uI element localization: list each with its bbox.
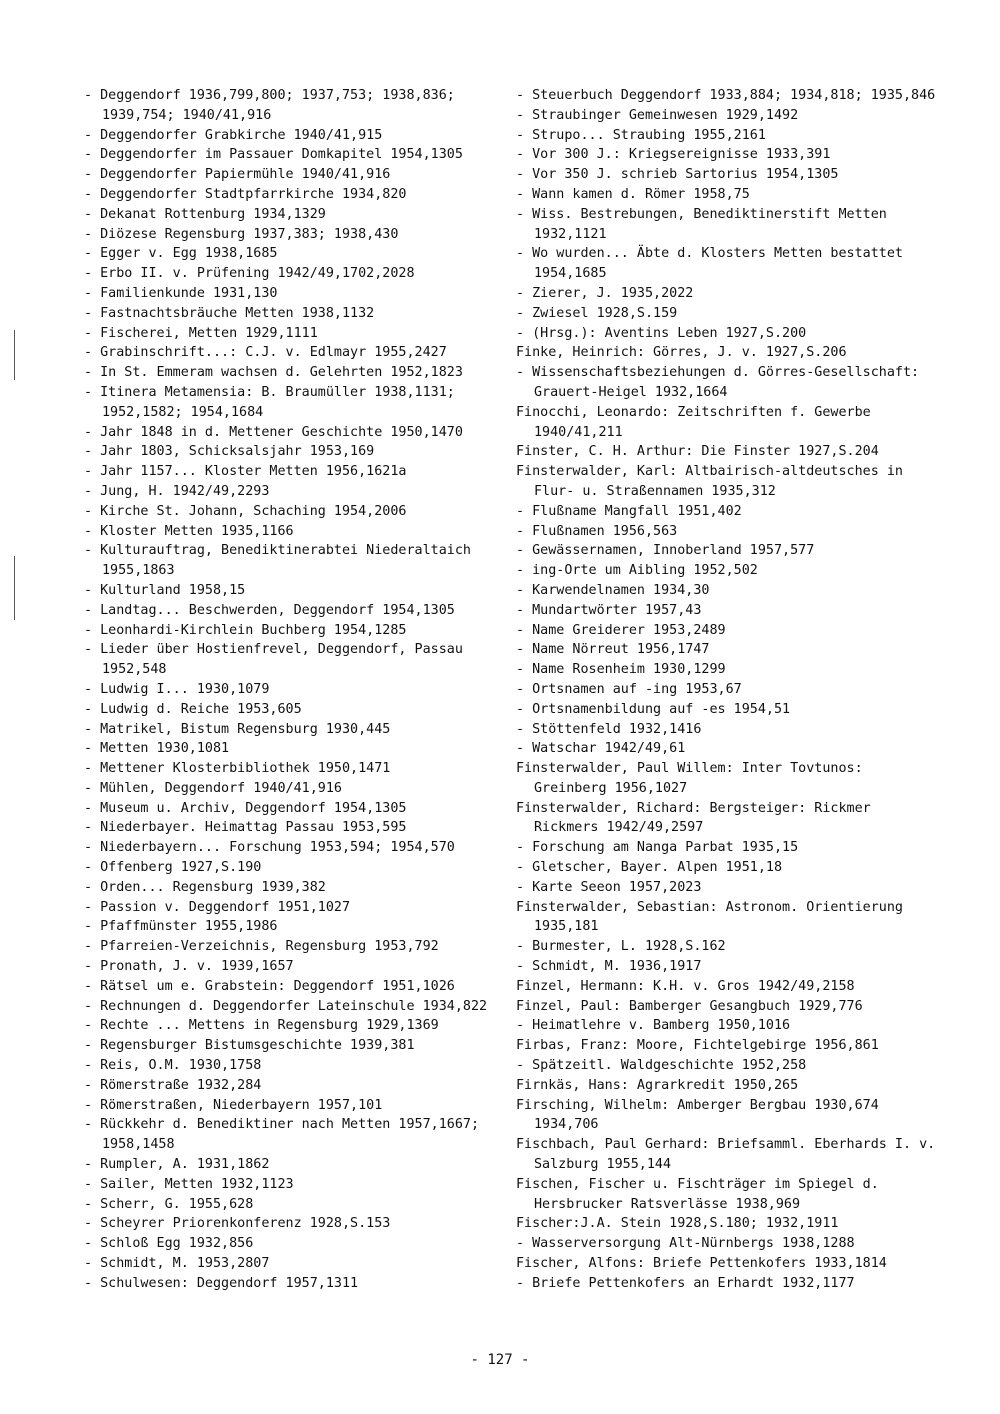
index-entry: - Karte Seeon 1957,2023 <box>516 879 702 895</box>
margin-line <box>14 556 15 620</box>
index-entry: - Vor 300 J.: Kriegsereignisse 1933,391 <box>516 147 831 163</box>
index-entry: - Ludwig I... 1930,1079 <box>84 681 270 697</box>
index-entry: - Mettener Klosterbibliothek 1950,1471 <box>84 761 391 777</box>
index-entry: - In St. Emmeram wachsen d. Gelehrten 1952,1823 <box>84 365 463 381</box>
index-entry: - Mundartwörter 1957,43 <box>516 602 702 618</box>
index-entry: - Forschung am Nanga Parbat 1935,15 <box>516 840 799 856</box>
index-entry: - Gewässernamen, Innoberland 1957,577 <box>516 543 815 559</box>
index-entry: - Heimatlehre v. Bamberg 1950,1016 <box>516 1018 791 1034</box>
index-entry: - Museum u. Archiv, Deggendorf 1954,1305 <box>84 800 407 816</box>
index-entry: - Pfaffmünster 1955,1986 <box>84 919 278 935</box>
page-number: - 127 - <box>470 1352 530 1368</box>
index-entry: - Burmester, L. 1928,S.162 <box>516 939 726 955</box>
index-entry: - Schulwesen: Deggendorf 1957,1311 <box>84 1275 359 1291</box>
index-entry: - Rückkehr d. Benediktiner nach Metten 1957,1667; 1958,1458 <box>84 1117 480 1153</box>
index-entry: - Kulturauftrag, Benediktinerabtei Niederaltaich 1955,1863 <box>84 543 471 579</box>
index-entry: - Rumpler, A. 1931,1862 <box>84 1157 270 1173</box>
index-entry: Firnkäs, Hans: Agrarkredit 1950,265 <box>516 1077 799 1093</box>
index-entry: - Fischerei, Metten 1929,1111 <box>84 325 318 341</box>
index-entry: - Gletscher, Bayer. Alpen 1951,18 <box>516 860 783 876</box>
index-entry: - Strupo... Straubing 1955,2161 <box>516 127 766 143</box>
index-entry: - Metten 1930,1081 <box>84 741 230 757</box>
left-column <box>84 86 502 1294</box>
index-entry: - Wissenschaftsbeziehungen d. Görres-Gesellschaft: Grauert-Heigel 1932,1664 <box>516 365 920 400</box>
index-entry: - Name Rosenheim 1930,1299 <box>516 662 726 678</box>
index-entry: - Scheyrer Priorenkonferenz 1928,S.153 <box>84 1216 391 1232</box>
index-entry: - Wann kamen d. Römer 1958,75 <box>516 186 750 202</box>
index-entry: - Jahr 1848 in d. Mettener Geschichte 1950,1470 <box>84 424 463 440</box>
index-entry: - Jahr 1157... Kloster Metten 1956,1621a <box>84 464 407 480</box>
index-entry: - Schloß Egg 1932,856 <box>84 1236 254 1252</box>
index-entry: - Römerstraßen, Niederbayern 1957,101 <box>84 1097 383 1113</box>
index-entry: - Erbo II. v. Prüfening 1942/49,1702,2028 <box>84 266 415 282</box>
index-entry: Finzel, Hermann: K.H. v. Gros 1942/49,2158 <box>516 978 855 994</box>
index-entry: - Ortsnamenbildung auf -es 1954,51 <box>516 701 791 717</box>
index-entry: - Matrikel, Bistum Regensburg 1930,445 <box>84 721 391 737</box>
index-entry: - Regensburger Bistumsgeschichte 1939,381 <box>84 1038 415 1054</box>
index-entry: - Sailer, Metten 1932,1123 <box>84 1176 294 1192</box>
index-entry: - Name Nörreut 1956,1747 <box>516 642 710 658</box>
index-entry: - Wiss. Bestrebungen, Benediktinerstift Metten 1932,1121 <box>516 206 887 242</box>
index-entry: Fischbach, Paul Gerhard: Briefsamml. Eberhards I. v. Salzburg 1955,144 <box>516 1137 936 1173</box>
index-entry: - Landtag... Beschwerden, Deggendorf 1954,1305 <box>84 602 455 618</box>
index-entry: - Deggendorfer im Passauer Domkapitel 1954,1305 <box>84 147 463 163</box>
index-entry: - Reis, O.M. 1930,1758 <box>84 1058 262 1074</box>
index-entry: - Deggendorf 1936,799,800; 1937,753; 1938,836; 1939,754; 1940/41,916 <box>84 88 455 123</box>
index-entry: - Orden... Regensburg 1939,382 <box>84 879 326 895</box>
index-entry: Finocchi, Leonardo: Zeitschriften f. Gewerbe 1940/41,211 <box>516 404 871 440</box>
index-entry: - Rechnungen d. Deggendorfer Lateinschule 1934,822 <box>84 998 488 1014</box>
index-entry: - Grabinschrift...: C.J. v. Edlmayr 1955,2427 <box>84 345 447 361</box>
index-entry: Fischen, Fischer u. Fischträger im Spiegel d. Hersbrucker Ratsverlässe 1938,969 <box>516 1176 879 1212</box>
index-entry: - Passion v. Deggendorf 1951,1027 <box>84 899 351 915</box>
index-entry: - Jung, H. 1942/49,2293 <box>84 483 270 499</box>
index-entry: - Kirche St. Johann, Schaching 1954,2006 <box>84 503 407 519</box>
index-entry: - Niederbayer. Heimattag Passau 1953,595 <box>84 820 407 836</box>
index-entry: Firbas, Franz: Moore, Fichtelgebirge 1956,861 <box>516 1038 879 1054</box>
index-entry: Finster, C. H. Arthur: Die Finster 1927,S.204 <box>516 444 879 460</box>
index-entry: Fischer:J.A. Stein 1928,S.180; 1932,1911 <box>516 1216 839 1232</box>
index-entry: - Egger v. Egg 1938,1685 <box>84 246 278 262</box>
index-entry: - Jahr 1803, Schicksalsjahr 1953,169 <box>84 444 375 460</box>
index-entry: - Watschar 1942/49,61 <box>516 741 686 757</box>
index-entry: - Briefe Pettenkofers an Erhardt 1932,1177 <box>516 1275 855 1291</box>
index-entry: - Rätsel um e. Grabstein: Deggendorf 1951,1026 <box>84 978 455 994</box>
index-entry: - Ludwig d. Reiche 1953,605 <box>84 701 302 717</box>
index-entry: - Deggendorfer Stadtpfarrkirche 1934,820 <box>84 186 407 202</box>
index-entry: - ing-Orte um Aibling 1952,502 <box>516 563 758 579</box>
index-entry: - Wasserversorgung Alt-Nürnbergs 1938,1288 <box>516 1236 855 1252</box>
index-entry: - Kloster Metten 1935,1166 <box>84 523 294 539</box>
index-entry: - Familienkunde 1931,130 <box>84 285 278 301</box>
index-entry: - Itinera Metamensia: B. Braumüller 1938,1131; 1952,1582; 1954,1684 <box>84 384 455 420</box>
index-entry: Finsterwalder, Richard: Bergsteiger: Rickmer Rickmers 1942/49,2597 <box>516 800 871 836</box>
right-column <box>516 86 936 1294</box>
index-entry: - Schmidt, M. 1936,1917 <box>516 959 702 975</box>
index-entry: - Spätzeitl. Waldgeschichte 1952,258 <box>516 1058 807 1074</box>
index-entry: Fischer, Alfons: Briefe Pettenkofers 1933,1814 <box>516 1256 887 1272</box>
index-entry: - Lieder über Hostienfrevel, Deggendorf, Passau 1952,548 <box>84 642 463 678</box>
index-entry: Finsterwalder, Sebastian: Astronom. Orientierung 1935,181 <box>516 899 903 935</box>
index-entry: - Name Greiderer 1953,2489 <box>516 622 726 638</box>
index-entry: - Vor 350 J. schrieb Sartorius 1954,1305 <box>516 167 839 183</box>
index-entry: - Steuerbuch Deggendorf 1933,884; 1934,818; 1935,846 <box>516 88 936 103</box>
index-entry: - Ortsnamen auf -ing 1953,67 <box>516 681 742 697</box>
index-entry: - Offenberg 1927,S.190 <box>84 860 262 876</box>
index-entry: - Deggendorfer Grabkirche 1940/41,915 <box>84 127 383 143</box>
index-entry: - Flußname Mangfall 1951,402 <box>516 503 742 519</box>
index-entry: - Fastnachtsbräuche Metten 1938,1132 <box>84 305 375 321</box>
index-entry: - Karwendelnamen 1934,30 <box>516 582 710 598</box>
index-entry: - Zwiesel 1928,S.159 <box>516 305 678 321</box>
index-entry: - Flußnamen 1956,563 <box>516 523 678 539</box>
index-entry: - Stöttenfeld 1932,1416 <box>516 721 702 737</box>
margin-line <box>14 330 15 380</box>
index-entry: - Niederbayern... Forschung 1953,594; 1954,570 <box>84 840 455 856</box>
index-entry: - Rechte ... Mettens in Regensburg 1929,1369 <box>84 1018 439 1034</box>
index-entry: - Straubinger Gemeinwesen 1929,1492 <box>516 107 799 123</box>
index-entry: - Scherr, G. 1955,628 <box>84 1196 254 1212</box>
index-entry: - Römerstraße 1932,284 <box>84 1077 262 1093</box>
index-entry: - Leonhardi-Kirchlein Buchberg 1954,1285 <box>84 622 407 638</box>
index-entry: Finsterwalder, Paul Willem: Inter Tovtunos: Greinberg 1956,1027 <box>516 761 863 796</box>
index-entry: - Zierer, J. 1935,2022 <box>516 285 694 301</box>
index-entry: - Mühlen, Deggendorf 1940/41,916 <box>84 780 342 796</box>
index-entry: - Pfarreien-Verzeichnis, Regensburg 1953,792 <box>84 939 439 955</box>
index-entry: - (Hrsg.): Aventins Leben 1927,S.200 <box>516 325 807 341</box>
index-entry: - Pronath, J. v. 1939,1657 <box>84 959 294 975</box>
index-entry: - Wo wurden... Äbte d. Klosters Metten bestattet 1954,1685 <box>516 246 903 282</box>
index-entry: Finzel, Paul: Bamberger Gesangbuch 1929,776 <box>516 998 863 1014</box>
index-entry: - Kulturland 1958,15 <box>84 582 246 598</box>
index-entry: - Dekanat Rottenburg 1934,1329 <box>84 206 326 222</box>
index-entry: Firsching, Wilhelm: Amberger Bergbau 1930,674 1934,706 <box>516 1097 879 1133</box>
index-entry: Finke, Heinrich: Görres, J. v. 1927,S.206 <box>516 345 847 361</box>
index-entry: - Diözese Regensburg 1937,383; 1938,430 <box>84 226 399 242</box>
index-entry: - Schmidt, M. 1953,2807 <box>84 1256 270 1272</box>
index-entry: - Deggendorfer Papiermühle 1940/41,916 <box>84 167 391 183</box>
index-entry: Finsterwalder, Karl: Altbairisch-altdeutsches in Flur- u. Straßennamen 1935,312 <box>516 464 903 499</box>
